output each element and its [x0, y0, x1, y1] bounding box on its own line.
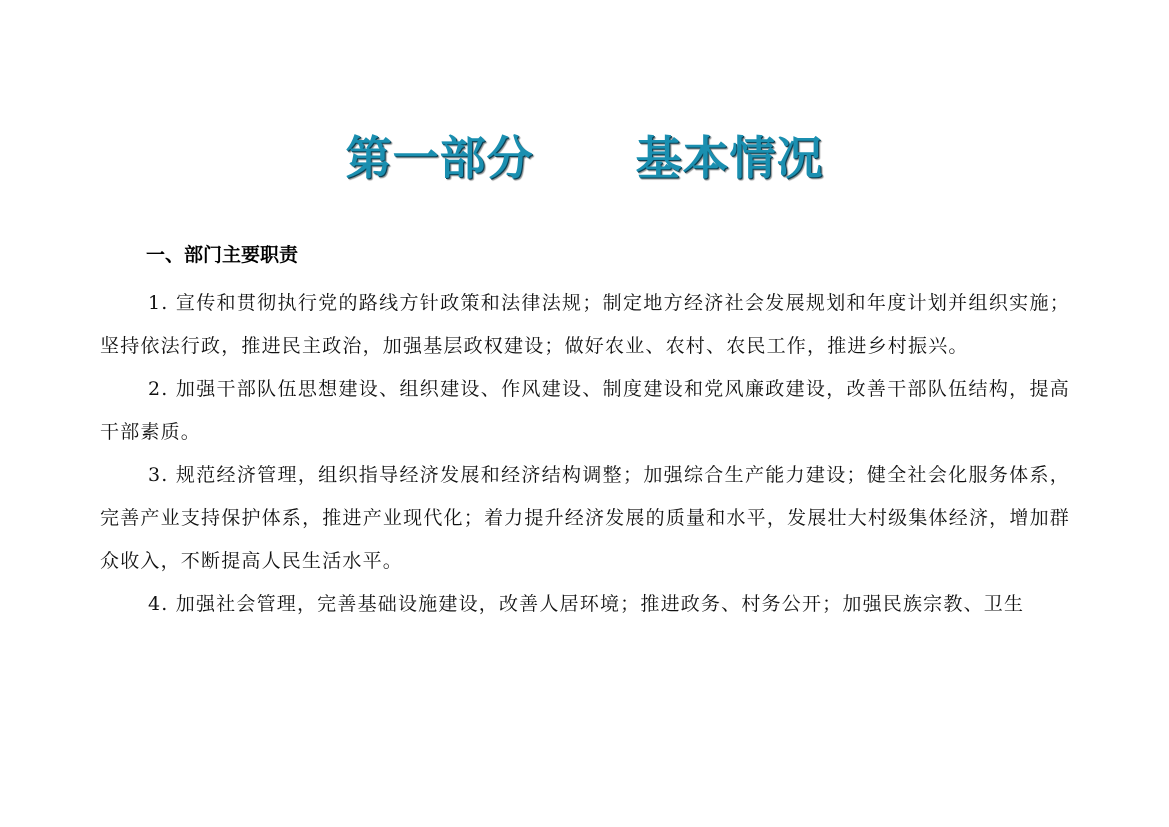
paragraph-3: 3. 规范经济管理，组织指导经济发展和经济结构调整；加强综合生产能力建设；健全社会化服务体系，完善产业支持保护体系，推进产业现代化；着力提升经济发展的质量和水平，发展壮大村级集体经济，增加群众收入，不断提高人民生活水平。 [100, 464, 1070, 572]
paragraph-2: 2. 加强干部队伍思想建设、组织建设、作风建设、制度建设和党风廉政建设，改善干部队伍结构，提高干部素质。 [100, 378, 1070, 443]
body-text [100, 282, 1070, 626]
section-heading: 一、部门主要职责 [146, 244, 299, 266]
paragraph-1: 1. 宣传和贯彻执行党的路线方针政策和法律法规；制定地方经济社会发展规划和年度计划并组织实施；坚持依法行政，推进民主政治，加强基层政权建设；做好农业、农村、农民工作，推进乡村振兴。 [100, 292, 1070, 357]
paragraph-4: 4. 加强社会管理，完善基础设施建设，改善人居环境；推进政务、村务公开；加强民族宗教、卫生 [148, 593, 1025, 615]
page-title: 第一部分 基本情况 [345, 131, 824, 185]
